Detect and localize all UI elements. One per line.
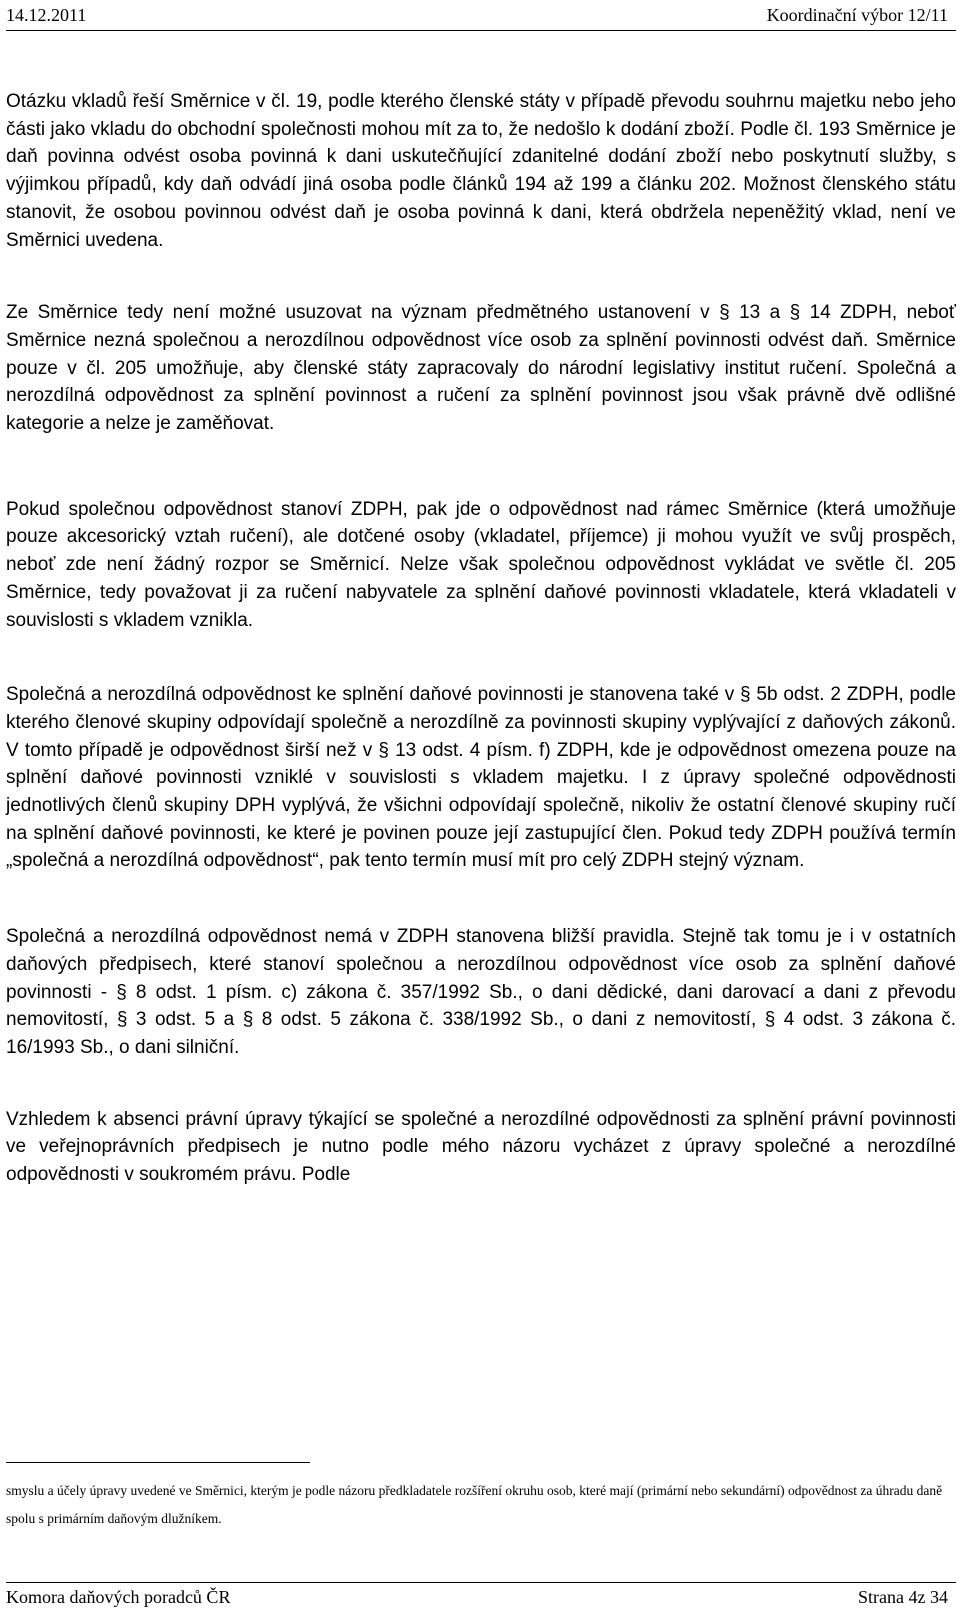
paragraph: Ze Směrnice tedy není možné usuzovat na význam předmětného ustanovení v § 13 a § 14 ZDPH, neboť Směrnice nezná společnou a nerozdílnou odpovědnost více osob za splnění povinnosti odvést daň. Směrnice pouze v čl. 205 umožňuje, aby členské státy zapracovaly do národní legislativy institut ručení. Společná a nerozdílná odpovědnost za splnění povinnost a ručení za splnění povinnost jsou však právně dvě odlišné kategorie a nelze je zaměňovat. [6, 302, 956, 435]
paragraph: Otázku vkladů řeší Směrnice v čl. 19, podle kterého členské státy v případě převodu souhrnu majetku nebo jeho části jako vkladu do obchodní společnosti mohou mít za to, že nedošlo k dodání zboží. Podle čl. 193 Směrnice je daň povinna odvést osoba povinná k dani uskutečňující zdanitelné dodání zboží nebo poskytnutí služby, s výjimkou případů, kdy daň odvádí jiná osoba podle článků 194 až 199 a článku 202. Možnost členského státu stanovit, že osobou povinnou odvést daň je osoba povinná k dani, která obdržela nepeněžitý vklad, není ve Směrnici uvedena. [6, 91, 956, 251]
paragraph: Pokud společnou odpovědnost stanoví ZDPH, pak jde o odpovědnost nad rámec Směrnice (která umožňuje pouze akcesorický vztah ručení), ale dotčené osoby (vkladatel, příjemce) ji mohou využít ve svůj prospěch, neboť zde není žádný rozpor se Směrnicí. Nelze však společnou odpovědnost vykládat ve světle čl. 205 Směrnice, tedy považovat ji za ručení nabyvatele za splnění daňové povinnosti vkladatele, která vkladateli v souvislosti s vkladem vznikla. [6, 498, 956, 631]
paragraph: Společná a nerozdílná odpovědnost ke splnění daňové povinnosti je stanovena také v § 5b odst. 2 ZDPH, podle kterého členové skupiny odpovídají společně a nerozdílně za povinnosti skupiny vyplývající z daňových zákonů. V tomto případě je odpovědnost širší než v § 13 odst. 4 písm. f) ZDPH, kde je odpovědnost omezena pouze na splnění daňové povinnosti vzniklé v souvislosti s vkladem majetku. I z úpravy společné odpovědnosti jednotlivých členů skupiny DPH vyplývá, že všichni odpovídají společně, nikoliv že ostatní členové skupiny ručí na splnění daňové povinnosti, ke které je povinen pouze její zastupující člen. Pokud tedy ZDPH používá termín „společná a nerozdílná odpovědnost“, pak tento termín musí mít pro celý ZDPH stejný význam. [6, 684, 956, 872]
paragraph: Společná a nerozdílná odpovědnost nemá v ZDPH stanovena bližší pravidla. Stejně tak tomu je i v ostatních daňových předpisech, které stanoví společnou a nerozdílnou odpovědnost více osob za splnění daňové povinnosti - § 8 odst. 1 písm. c) zákona č. 357/1992 Sb., o dani dědické, dani darovací a dani z převodu nemovitostí, § 3 odst. 5 a § 8 odst. 5 zákona č. 338/1992 Sb., o dani z nemovitostí, § 4 odst. 3 zákona č. 16/1993 Sb., o dani silniční. [6, 926, 956, 1058]
footnote-divider [6, 1462, 310, 1463]
paragraph: Vzhledem k absenci právní úpravy týkající se společné a nerozdílné odpovědnosti za splnění právní povinnosti ve veřejnoprávních předpisech je nutno podle mého názoru vycházet z úpravy společné a nerozdílné odpovědnosti v soukromém právu. Podle [6, 1108, 956, 1186]
page-footer [6, 1586, 948, 1608]
header-committee: Koordinační výbor 12/11 [766, 5, 948, 25]
footer-divider [6, 1582, 956, 1583]
document-body [6, 88, 956, 1189]
page-number: Strana 4z 34 [858, 1587, 948, 1607]
footnote-text: smyslu a účely úpravy uvedené ve Směrnici, kterým je podle názoru předkladatele rozšíření okruhu osob, které mají (primární nebo sekundární) odpovědnost za úhradu daně spolu s primárním daňovým dlužníkem. [6, 1483, 943, 1526]
footer-organization: Komora daňových poradců ČR [6, 1587, 231, 1607]
page-header [6, 4, 948, 30]
header-date: 14.12.2011 [6, 5, 87, 25]
header-divider [6, 30, 956, 31]
